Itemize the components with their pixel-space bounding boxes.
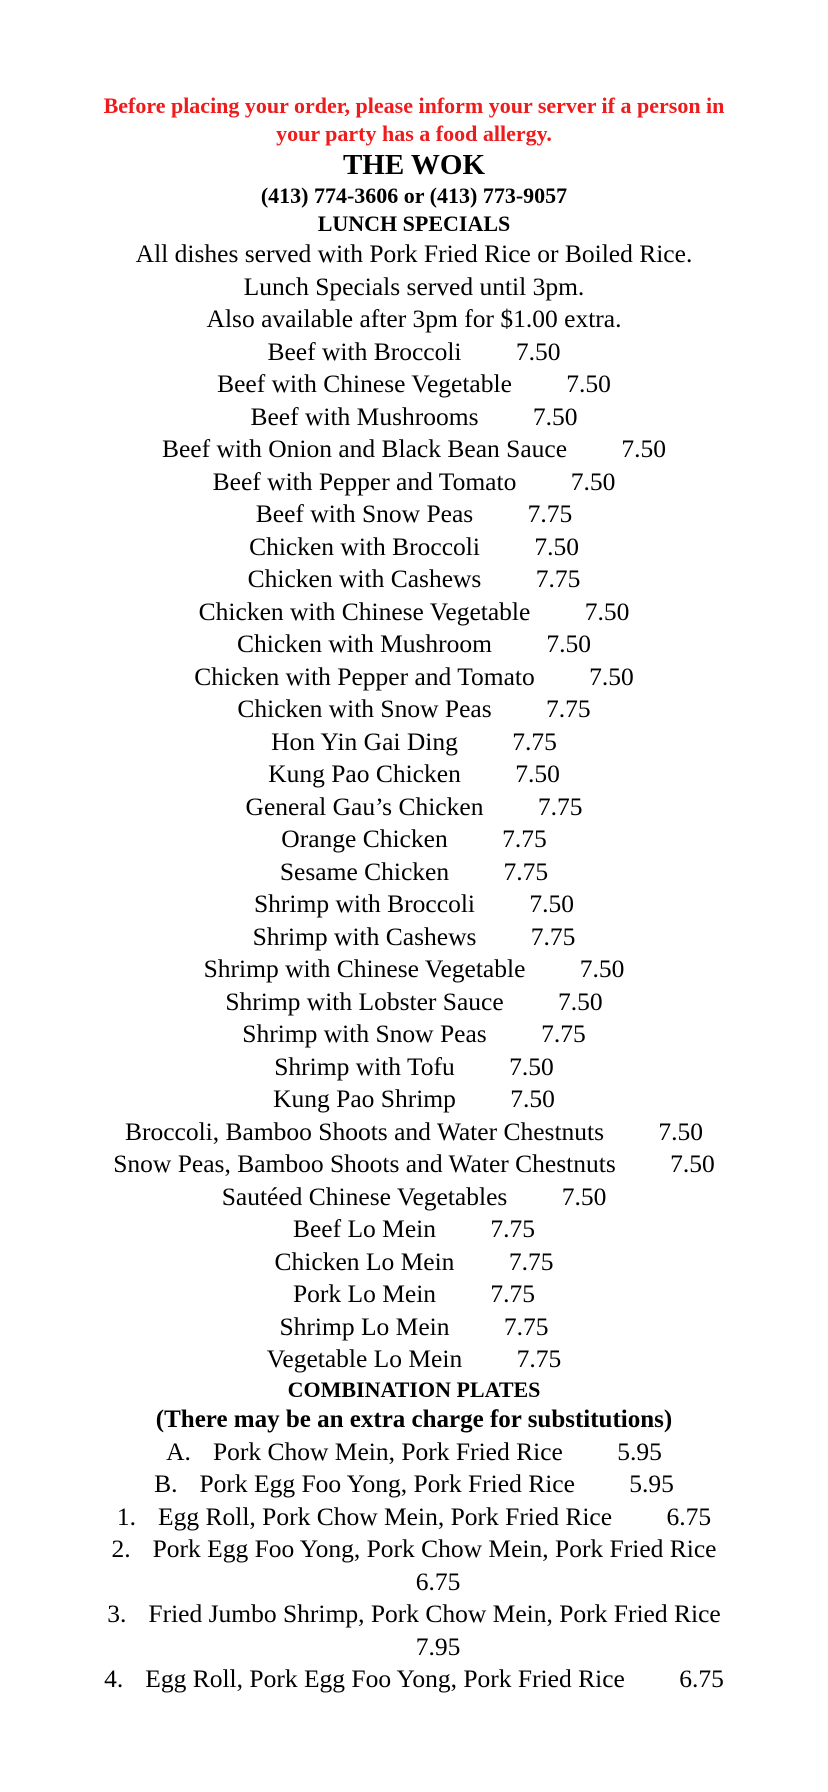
menu-item bbox=[80, 791, 748, 824]
menu-item bbox=[80, 823, 748, 856]
menu-item-price: 7.75 bbox=[503, 1311, 549, 1341]
menu-item-name: Beef Lo Mein bbox=[292, 1214, 437, 1243]
menu-item-name: Snow Peas, Bamboo Shoots and Water Chestnuts bbox=[113, 1149, 616, 1178]
combo-item bbox=[80, 1598, 748, 1663]
menu-item-price: 7.50 bbox=[515, 336, 561, 366]
menu-item-price: 7.75 bbox=[502, 824, 547, 853]
menu-item-price: 7.75 bbox=[546, 694, 591, 723]
menu-item-price: 7.75 bbox=[527, 499, 573, 528]
menu-item-name: Beef with Snow Peas bbox=[255, 499, 474, 528]
menu-item bbox=[80, 921, 748, 954]
menu-item-price: 7.75 bbox=[535, 564, 581, 593]
combo-items-list bbox=[100, 1436, 728, 1696]
menu-item-name: Beef with Mushrooms bbox=[250, 401, 479, 431]
menu-item bbox=[80, 433, 748, 466]
menu-item-price: 7.50 bbox=[566, 369, 611, 398]
lunch-notes bbox=[100, 238, 728, 336]
combo-item-price: 5.95 bbox=[629, 1469, 674, 1498]
menu-item-price: 7.75 bbox=[537, 791, 583, 821]
menu-item-name: Shrimp with Cashews bbox=[252, 921, 477, 951]
combo-item-name: Pork Egg Foo Yong, Pork Chow Mein, Pork Fried Rice bbox=[152, 1534, 717, 1563]
combo-item-name: Fried Jumbo Shrimp, Pork Chow Mein, Pork Fried Rice bbox=[148, 1599, 721, 1628]
menu-item bbox=[80, 1213, 748, 1246]
menu-item-price: 7.50 bbox=[546, 629, 591, 658]
menu-item-name: Chicken with Cashews bbox=[247, 564, 482, 593]
menu-item-name: Beef with Chinese Vegetable bbox=[217, 369, 512, 398]
menu-item bbox=[80, 498, 748, 531]
menu-item-name: Chicken with Chinese Vegetable bbox=[198, 596, 531, 626]
combo-item bbox=[80, 1663, 748, 1696]
lunch-note: All dishes served with Pork Fried Rice or Boiled Rice. bbox=[135, 239, 693, 268]
menu-item-price: 7.50 bbox=[570, 466, 616, 496]
combo-item-name: Egg Roll, Pork Egg Foo Yong, Pork Fried Rice bbox=[145, 1664, 625, 1693]
combo-item bbox=[80, 1533, 748, 1598]
menu-item-price: 7.75 bbox=[541, 1019, 586, 1048]
combo-item-id: 1. bbox=[116, 1501, 137, 1531]
menu-item bbox=[80, 1018, 748, 1051]
menu-item-name: Sautéed Chinese Vegetables bbox=[221, 1181, 508, 1211]
menu-item-name: Kung Pao Shrimp bbox=[273, 1084, 456, 1113]
menu-item-price: 7.75 bbox=[512, 726, 557, 756]
menu-item-price: 7.50 bbox=[558, 986, 603, 1016]
menu-item-price: 7.50 bbox=[561, 1181, 607, 1211]
menu-item-price: 7.50 bbox=[579, 954, 625, 983]
menu-item-price: 7.75 bbox=[530, 921, 576, 951]
menu-item-price: 7.50 bbox=[589, 661, 634, 691]
menu-item-name: Shrimp Lo Mein bbox=[279, 1311, 450, 1341]
menu-item bbox=[80, 1181, 748, 1214]
combo-item-price: 6.75 bbox=[666, 1501, 712, 1531]
combo-item-id: 2. bbox=[111, 1534, 131, 1563]
menu-item bbox=[80, 1148, 748, 1181]
menu-item bbox=[80, 466, 748, 499]
substitution-note: (There may be an extra charge for substitutions) bbox=[155, 1405, 673, 1433]
combo-item bbox=[80, 1436, 748, 1469]
menu-item-name: Beef with Pepper and Tomato bbox=[212, 466, 517, 496]
allergy-notice: Before placing your order, please inform your server if a person in your party has a food allergy. bbox=[103, 93, 725, 146]
menu-item bbox=[80, 986, 748, 1019]
menu-item-price: 7.50 bbox=[584, 596, 630, 626]
menu-item-name: Pork Lo Mein bbox=[292, 1279, 437, 1308]
menu-item bbox=[80, 1083, 748, 1116]
menu-item bbox=[80, 1246, 748, 1279]
menu-item bbox=[80, 1051, 748, 1084]
menu-item bbox=[80, 726, 748, 759]
menu-item-name: Shrimp with Lobster Sauce bbox=[225, 986, 504, 1016]
lunch-specials-heading: LUNCH SPECIALS bbox=[317, 211, 511, 236]
menu-item bbox=[80, 401, 748, 434]
combo-item-id: 3. bbox=[107, 1599, 127, 1628]
menu-item-price: 7.50 bbox=[670, 1149, 715, 1178]
combo-item-price: 6.75 bbox=[415, 1566, 461, 1596]
menu-item bbox=[80, 368, 748, 401]
menu-item-name: Shrimp with Chinese Vegetable bbox=[203, 954, 526, 983]
menu-item-name: Orange Chicken bbox=[281, 824, 448, 853]
menu-item bbox=[80, 596, 748, 629]
combo-item-name: Pork Egg Foo Yong, Pork Fried Rice bbox=[199, 1469, 575, 1498]
menu-item-price: 7.75 bbox=[490, 1279, 536, 1308]
menu-item-name: Chicken with Mushroom bbox=[237, 629, 492, 658]
menu-item-price: 7.50 bbox=[515, 759, 560, 788]
menu-item-name: Chicken with Broccoli bbox=[249, 531, 480, 561]
menu-item-price: 7.75 bbox=[490, 1214, 536, 1243]
combo-item bbox=[80, 1501, 748, 1534]
menu-item bbox=[80, 336, 748, 369]
menu-item-name: Shrimp with Snow Peas bbox=[242, 1019, 487, 1048]
combo-item-id: 4. bbox=[104, 1664, 124, 1693]
menu-item-price: 7.50 bbox=[529, 889, 574, 918]
menu-item-name: Chicken with Snow Peas bbox=[237, 694, 492, 723]
menu-item-price: 7.50 bbox=[621, 434, 667, 463]
menu-item-name: Shrimp with Tofu bbox=[274, 1051, 455, 1081]
menu-item-name: Sesame Chicken bbox=[279, 856, 450, 886]
menu-item bbox=[80, 1311, 748, 1344]
lunch-note: Lunch Specials served until 3pm. bbox=[243, 271, 585, 301]
menu-item-name: Beef with Onion and Black Bean Sauce bbox=[161, 434, 568, 463]
combo-item-id: A. bbox=[166, 1436, 191, 1466]
menu-item-price: 7.50 bbox=[532, 401, 578, 431]
menu-item-name: Shrimp with Broccoli bbox=[254, 889, 475, 918]
menu-item-name: Hon Yin Gai Ding bbox=[271, 726, 458, 756]
combo-item-price: 5.95 bbox=[617, 1436, 662, 1466]
menu-item-name: General Gau’s Chicken bbox=[245, 791, 484, 821]
menu-item bbox=[80, 531, 748, 564]
menu-item bbox=[80, 888, 748, 921]
menu-item-name: Vegetable Lo Mein bbox=[266, 1344, 463, 1373]
menu-item-price: 7.75 bbox=[503, 856, 549, 886]
menu-item bbox=[80, 693, 748, 726]
menu-item-price: 7.50 bbox=[510, 1084, 555, 1113]
menu-item-name: Chicken with Pepper and Tomato bbox=[194, 661, 535, 691]
menu-item bbox=[80, 661, 748, 694]
menu-item bbox=[80, 1116, 748, 1149]
combo-item-price: 6.75 bbox=[679, 1664, 724, 1693]
combo-item-name: Egg Roll, Pork Chow Mein, Pork Fried Rice bbox=[158, 1501, 613, 1531]
menu-item bbox=[80, 758, 748, 791]
menu-item bbox=[80, 1278, 748, 1311]
combo-item-price: 7.95 bbox=[415, 1631, 461, 1661]
menu-item bbox=[80, 1343, 748, 1376]
menu-item-name: Beef with Broccoli bbox=[267, 336, 462, 366]
restaurant-name: THE WOK bbox=[342, 149, 486, 181]
menu-item-price: 7.50 bbox=[509, 1051, 554, 1081]
lunch-note: Also available after 3pm for $1.00 extra. bbox=[206, 304, 622, 333]
menu-item bbox=[80, 628, 748, 661]
phone-numbers: (413) 774-3606 or (413) 773-9057 bbox=[260, 183, 568, 208]
combination-plates-heading: COMBINATION PLATES bbox=[287, 1376, 541, 1402]
menu-item bbox=[80, 856, 748, 889]
menu-item-name: Broccoli, Bamboo Shoots and Water Chestnuts bbox=[124, 1116, 605, 1146]
menu-item-price: 7.50 bbox=[658, 1116, 704, 1146]
lunch-items-list bbox=[100, 336, 728, 1376]
menu-item bbox=[80, 953, 748, 986]
menu-item-price: 7.75 bbox=[516, 1344, 562, 1373]
combo-item bbox=[80, 1468, 748, 1501]
menu-item-name: Kung Pao Chicken bbox=[268, 759, 461, 788]
menu-item-price: 7.50 bbox=[534, 531, 579, 561]
menu-item-name: Chicken Lo Mein bbox=[274, 1246, 455, 1276]
combo-item-id: B. bbox=[154, 1469, 178, 1498]
menu-item-price: 7.75 bbox=[508, 1246, 554, 1276]
menu-item bbox=[80, 563, 748, 596]
combo-item-name: Pork Chow Mein, Pork Fried Rice bbox=[212, 1436, 563, 1466]
